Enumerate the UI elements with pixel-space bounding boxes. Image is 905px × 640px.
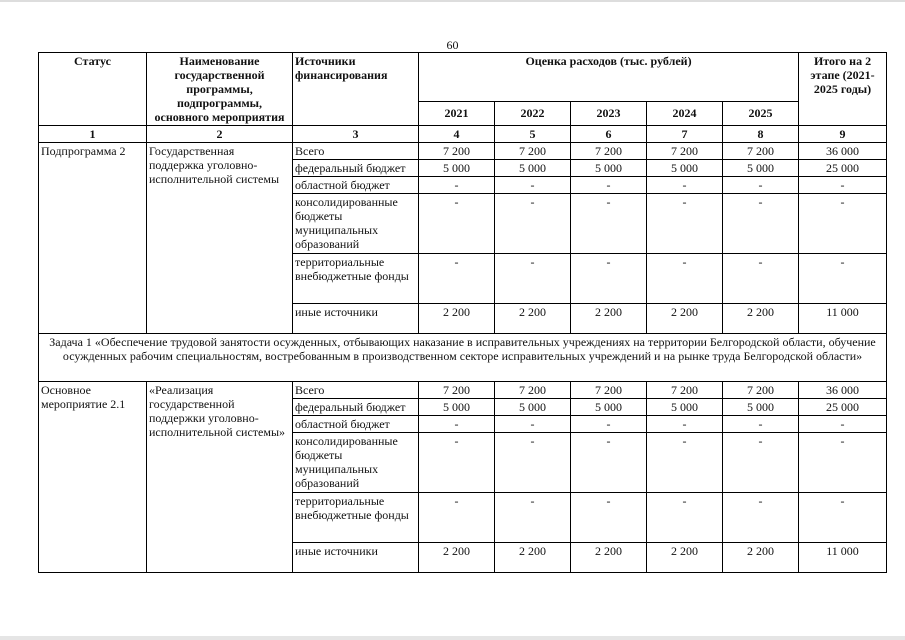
year-value: - [419, 493, 495, 543]
funding-source: иные источники [293, 304, 419, 334]
year-value: 7 200 [419, 382, 495, 399]
year-value: 2 200 [571, 304, 647, 334]
funding-source: федеральный бюджет [293, 399, 419, 416]
year-value: 5 000 [571, 160, 647, 177]
header-status: Статус [39, 53, 147, 126]
column-number: 4 [419, 126, 495, 143]
year-value: - [495, 177, 571, 194]
year-value: - [723, 416, 799, 433]
year-value: 5 000 [723, 399, 799, 416]
year-value: 7 200 [723, 382, 799, 399]
year-value: - [495, 433, 571, 493]
year-value: 2 200 [571, 543, 647, 573]
column-number: 5 [495, 126, 571, 143]
year-value: - [723, 493, 799, 543]
year-value: 5 000 [647, 399, 723, 416]
funding-source: консолидированные бюджеты муниципальных образований [293, 194, 419, 254]
task-description: Задача 1 «Обеспечение трудовой занятости осужденных, отбывающих наказание в исправительных учреждениях на территории Белгородской области, обучение осужденных рабочим специальностям, востребованным в производственном секторе исправительных учреждений и на рынке труда Белгородской области» [39, 334, 887, 382]
year-value: 5 000 [495, 399, 571, 416]
year-value: - [571, 416, 647, 433]
column-number: 7 [647, 126, 723, 143]
year-value: - [571, 177, 647, 194]
funding-source: федеральный бюджет [293, 160, 419, 177]
funding-source: консолидированные бюджеты муниципальных образований [293, 433, 419, 493]
financing-table [38, 52, 887, 573]
column-number: 3 [293, 126, 419, 143]
year-value: - [723, 177, 799, 194]
header-name: Наименование государственной программы, подпрограммы, основного мероприятия [147, 53, 293, 126]
header-sources: Источники финансирования [293, 53, 419, 126]
year-value: 2 200 [723, 304, 799, 334]
header-year: 2021 [419, 101, 495, 125]
year-value: 7 200 [647, 143, 723, 160]
year-value: - [419, 416, 495, 433]
year-value: 5 000 [723, 160, 799, 177]
year-value: 7 200 [419, 143, 495, 160]
year-value: - [495, 254, 571, 304]
funding-source: территориальные внебюджетные фонды [293, 493, 419, 543]
column-number: 6 [571, 126, 647, 143]
year-value: 7 200 [495, 143, 571, 160]
funding-source: областной бюджет [293, 177, 419, 194]
total-value: - [799, 416, 887, 433]
total-value: - [799, 433, 887, 493]
year-value: 5 000 [419, 399, 495, 416]
scan-edge-top [0, 0, 905, 2]
header-estimate: Оценка расходов (тыс. рублей) [419, 53, 799, 102]
year-value: - [419, 254, 495, 304]
year-value: 2 200 [647, 304, 723, 334]
row-name: Государственная поддержка уголовно-исполнительной системы [147, 143, 293, 334]
total-value: - [799, 194, 887, 254]
year-value: 5 000 [495, 160, 571, 177]
scan-edge-bottom [0, 636, 905, 640]
year-value: - [495, 416, 571, 433]
table-row [39, 382, 887, 399]
year-value: - [495, 493, 571, 543]
header-total: Итого на 2 этапе (2021-2025 годы) [799, 53, 887, 126]
funding-source: территориальные внебюджетные фонды [293, 254, 419, 304]
year-value: 5 000 [571, 399, 647, 416]
total-value: 36 000 [799, 143, 887, 160]
year-value: 7 200 [571, 143, 647, 160]
year-value: - [723, 254, 799, 304]
year-value: - [495, 194, 571, 254]
column-number: 9 [799, 126, 887, 143]
header-year: 2023 [571, 101, 647, 125]
page-number: 60 [446, 38, 459, 52]
table-row [39, 143, 887, 160]
year-value: 7 200 [495, 382, 571, 399]
funding-source: иные источники [293, 543, 419, 573]
year-value: - [571, 493, 647, 543]
row-status: Подпрограмма 2 [39, 143, 147, 334]
header-year: 2025 [723, 101, 799, 125]
row-name: «Реализация государственной поддержки уголовно-исполнительной системы» [147, 382, 293, 573]
total-value: - [799, 254, 887, 304]
year-value: - [571, 433, 647, 493]
funding-source: областной бюджет [293, 416, 419, 433]
year-value: 2 200 [495, 543, 571, 573]
task-row [39, 334, 887, 382]
year-value: - [647, 493, 723, 543]
total-value: - [799, 493, 887, 543]
total-value: 11 000 [799, 304, 887, 334]
year-value: - [723, 194, 799, 254]
year-value: 2 200 [419, 304, 495, 334]
year-value: 7 200 [723, 143, 799, 160]
year-value: 7 200 [647, 382, 723, 399]
year-value: - [419, 433, 495, 493]
year-value: - [647, 416, 723, 433]
year-value: 7 200 [571, 382, 647, 399]
year-value: - [571, 254, 647, 304]
total-value: - [799, 177, 887, 194]
year-value: - [647, 433, 723, 493]
funding-source: Всего [293, 382, 419, 399]
header-year: 2024 [647, 101, 723, 125]
year-value: - [723, 433, 799, 493]
header-year: 2022 [495, 101, 571, 125]
column-number: 1 [39, 126, 147, 143]
total-value: 25 000 [799, 160, 887, 177]
funding-source: Всего [293, 143, 419, 160]
year-value: 2 200 [723, 543, 799, 573]
year-value: - [419, 177, 495, 194]
year-value: - [647, 254, 723, 304]
year-value: - [647, 194, 723, 254]
year-value: 2 200 [647, 543, 723, 573]
year-value: - [419, 194, 495, 254]
year-value: - [647, 177, 723, 194]
column-number: 2 [147, 126, 293, 143]
year-value: - [571, 194, 647, 254]
year-value: 2 200 [495, 304, 571, 334]
total-value: 11 000 [799, 543, 887, 573]
column-number: 8 [723, 126, 799, 143]
total-value: 25 000 [799, 399, 887, 416]
year-value: 2 200 [419, 543, 495, 573]
year-value: 5 000 [647, 160, 723, 177]
year-value: 5 000 [419, 160, 495, 177]
row-status: Основное мероприятие 2.1 [39, 382, 147, 573]
total-value: 36 000 [799, 382, 887, 399]
